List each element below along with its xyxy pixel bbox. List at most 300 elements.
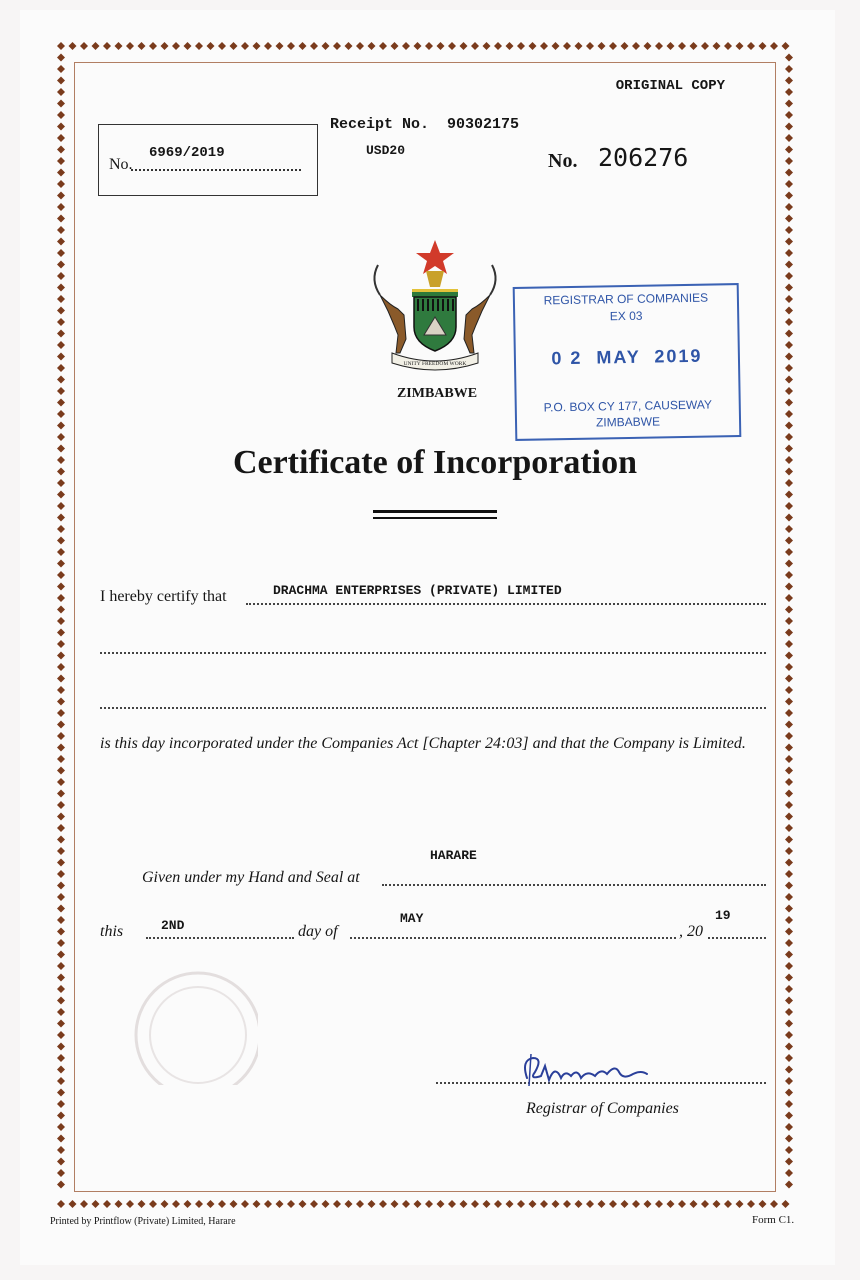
border-diamond	[655, 42, 663, 50]
border-diamond	[149, 42, 157, 50]
border-diamond	[57, 1066, 65, 1074]
border-diamond	[345, 1200, 353, 1208]
embossed-seal-icon	[118, 965, 258, 1085]
border-diamond	[57, 111, 65, 119]
border-diamond	[517, 42, 525, 50]
border-diamond	[57, 422, 65, 430]
border-diamond	[57, 767, 65, 775]
border-diamond	[517, 1200, 525, 1208]
border-diamond	[460, 1200, 468, 1208]
border-diamond	[785, 364, 793, 372]
border-diamond	[644, 1200, 652, 1208]
company-name-line	[246, 603, 766, 605]
border-diamond	[785, 801, 793, 809]
border-diamond	[57, 560, 65, 568]
border-diamond	[207, 1200, 215, 1208]
border-diamond	[785, 1008, 793, 1016]
border-diamond	[299, 42, 307, 50]
border-diamond	[57, 1158, 65, 1166]
border-diamond	[785, 1158, 793, 1166]
border-diamond	[57, 330, 65, 338]
border-diamond	[57, 548, 65, 556]
blank-line-3	[100, 707, 766, 709]
border-diamond	[782, 1200, 790, 1208]
border-diamond	[368, 1200, 376, 1208]
stamp-line-2: EX 03	[609, 308, 643, 324]
day-line	[146, 937, 294, 939]
border-diamond	[785, 721, 793, 729]
border-diamond	[207, 42, 215, 50]
border-diamond	[57, 870, 65, 878]
border-diamond	[57, 54, 65, 62]
border-diamond	[785, 238, 793, 246]
border-diamond	[57, 1169, 65, 1177]
border-diamond	[322, 1200, 330, 1208]
border-diamond	[57, 169, 65, 177]
border-diamond	[598, 42, 606, 50]
border-diamond	[333, 42, 341, 50]
border-diamond	[655, 1200, 663, 1208]
border-diamond	[356, 42, 364, 50]
border-diamond	[785, 893, 793, 901]
border-diamond	[770, 1200, 778, 1208]
border-diamond	[57, 88, 65, 96]
border-diamond	[785, 1020, 793, 1028]
border-diamond	[785, 192, 793, 200]
border-diamond	[57, 1089, 65, 1097]
border-diamond	[57, 353, 65, 361]
registrar-signature-icon	[515, 1050, 665, 1090]
border-diamond	[57, 525, 65, 533]
border-diamond	[57, 801, 65, 809]
border-diamond	[149, 1200, 157, 1208]
border-diamond	[785, 548, 793, 556]
border-diamond	[785, 479, 793, 487]
border-diamond	[785, 284, 793, 292]
border-diamond	[241, 42, 249, 50]
border-diamond	[632, 1200, 640, 1208]
border-diamond	[57, 537, 65, 545]
border-diamond	[471, 42, 479, 50]
border-diamond	[161, 1200, 169, 1208]
border-diamond	[69, 1200, 77, 1208]
border-diamond	[437, 1200, 445, 1208]
border-diamond	[80, 1200, 88, 1208]
border-diamond	[494, 42, 502, 50]
original-copy-label: ORIGINAL COPY	[615, 78, 725, 94]
border-diamond	[57, 192, 65, 200]
certificate-number-label: No.	[548, 150, 578, 172]
year-value: 19	[715, 908, 731, 923]
registrar-title: Registrar of Companies	[526, 1100, 679, 1117]
border-diamond	[759, 42, 767, 50]
border-diamond	[57, 606, 65, 614]
border-diamond	[785, 836, 793, 844]
border-diamond	[586, 1200, 594, 1208]
border-diamond	[785, 744, 793, 752]
border-diamond	[437, 42, 445, 50]
border-diamond	[644, 42, 652, 50]
border-diamond	[785, 1169, 793, 1177]
border-diamond	[138, 1200, 146, 1208]
border-diamond	[230, 42, 238, 50]
border-diamond	[57, 1054, 65, 1062]
border-diamond	[785, 376, 793, 384]
border-diamond	[57, 445, 65, 453]
border-diamond	[785, 859, 793, 867]
border-diamond	[529, 1200, 537, 1208]
border-diamond	[563, 42, 571, 50]
registrar-date-stamp	[513, 283, 742, 441]
border-diamond	[103, 42, 111, 50]
border-diamond	[57, 893, 65, 901]
border-diamond	[785, 146, 793, 154]
border-diamond	[57, 295, 65, 303]
border-diamond	[57, 134, 65, 142]
border-diamond	[785, 1054, 793, 1062]
border-diamond	[57, 42, 65, 50]
border-diamond	[785, 732, 793, 740]
border-diamond	[57, 514, 65, 522]
border-diamond	[529, 42, 537, 50]
stamp-date: 0 2 MAY 2019	[551, 345, 703, 369]
border-diamond	[391, 1200, 399, 1208]
border-diamond	[785, 698, 793, 706]
border-diamond	[724, 42, 732, 50]
border-diamond	[57, 1112, 65, 1120]
border-diamond	[414, 42, 422, 50]
border-diamond	[785, 755, 793, 763]
border-diamond	[322, 42, 330, 50]
border-diamond	[785, 1112, 793, 1120]
border-diamond	[785, 410, 793, 418]
border-diamond	[103, 1200, 111, 1208]
border-diamond	[57, 744, 65, 752]
border-diamond	[483, 42, 491, 50]
border-diamond	[785, 180, 793, 188]
border-diamond	[126, 1200, 134, 1208]
border-diamond	[785, 330, 793, 338]
border-diamond	[785, 514, 793, 522]
border-diamond	[598, 1200, 606, 1208]
border-diamond	[57, 1008, 65, 1016]
country-name: ZIMBABWE	[396, 386, 478, 401]
border-diamond	[785, 606, 793, 614]
svg-text:UNITY FREEDOM WORK: UNITY FREEDOM WORK	[403, 361, 467, 367]
border-diamond	[57, 1123, 65, 1131]
border-diamond	[57, 203, 65, 211]
border-diamond	[57, 410, 65, 418]
border-diamond	[785, 537, 793, 545]
border-diamond	[425, 42, 433, 50]
border-diamond	[57, 157, 65, 165]
border-diamond	[785, 54, 793, 62]
border-diamond	[785, 525, 793, 533]
border-diamond	[506, 42, 514, 50]
border-diamond	[785, 226, 793, 234]
border-diamond	[785, 456, 793, 464]
border-diamond	[785, 686, 793, 694]
border-diamond	[299, 1200, 307, 1208]
border-diamond	[264, 1200, 272, 1208]
border-diamond	[785, 571, 793, 579]
border-diamond	[57, 974, 65, 982]
place-line	[382, 884, 766, 886]
border-diamond	[785, 65, 793, 73]
border-diamond	[575, 42, 583, 50]
border-diamond	[195, 1200, 203, 1208]
border-diamond	[57, 100, 65, 108]
border-diamond	[241, 1200, 249, 1208]
border-diamond	[747, 1200, 755, 1208]
border-diamond	[57, 1135, 65, 1143]
border-diamond	[57, 721, 65, 729]
border-diamond	[57, 433, 65, 441]
border-diamond	[310, 42, 318, 50]
certificate-number-value: 206276	[598, 143, 689, 172]
border-diamond	[253, 42, 261, 50]
border-diamond	[57, 732, 65, 740]
border-diamond	[345, 42, 353, 50]
border-diamond	[57, 146, 65, 154]
border-diamond	[785, 882, 793, 890]
border-diamond	[724, 1200, 732, 1208]
year-line	[708, 937, 766, 939]
border-diamond	[690, 42, 698, 50]
border-diamond	[218, 1200, 226, 1208]
border-diamond	[57, 1200, 65, 1208]
day-value: 2ND	[161, 918, 185, 933]
border-diamond	[785, 433, 793, 441]
border-diamond	[785, 249, 793, 257]
certificate-title: Certificate of Incorporation	[232, 444, 638, 481]
border-diamond	[57, 652, 65, 660]
border-diamond	[785, 422, 793, 430]
border-diamond	[414, 1200, 422, 1208]
border-diamond	[785, 709, 793, 717]
incorporation-statement: is this day incorporated under the Companies Act [Chapter 24:03] and that the Company is Limited.	[100, 735, 746, 752]
border-diamond	[785, 1043, 793, 1051]
border-diamond	[785, 905, 793, 913]
border-diamond	[92, 1200, 100, 1208]
month-value: MAY	[400, 911, 424, 926]
border-diamond	[785, 640, 793, 648]
border-diamond	[785, 617, 793, 625]
border-diamond	[57, 215, 65, 223]
border-diamond	[785, 1089, 793, 1097]
border-diamond	[57, 824, 65, 832]
border-diamond	[632, 42, 640, 50]
border-diamond	[57, 813, 65, 821]
border-diamond	[621, 1200, 629, 1208]
border-diamond	[540, 42, 548, 50]
border-diamond	[785, 847, 793, 855]
border-diamond	[785, 88, 793, 96]
border-diamond	[785, 387, 793, 395]
border-diamond	[80, 42, 88, 50]
border-diamond	[57, 341, 65, 349]
border-diamond	[785, 261, 793, 269]
company-name-value: DRACHMA ENTERPRISES (PRIVATE) LIMITED	[273, 583, 562, 598]
border-diamond	[785, 1100, 793, 1108]
border-diamond	[57, 859, 65, 867]
border-diamond	[172, 42, 180, 50]
border-diamond	[287, 42, 295, 50]
day-of-label: day of	[298, 923, 338, 940]
border-diamond	[785, 399, 793, 407]
certify-label: I hereby certify that	[100, 588, 227, 605]
border-diamond	[785, 629, 793, 637]
border-diamond	[195, 42, 203, 50]
border-diamond	[483, 1200, 491, 1208]
border-diamond	[368, 42, 376, 50]
border-diamond	[333, 1200, 341, 1208]
fee-amount: USD20	[366, 143, 406, 158]
border-diamond	[57, 479, 65, 487]
border-diamond	[57, 928, 65, 936]
border-diamond	[57, 502, 65, 510]
border-diamond	[230, 1200, 238, 1208]
border-diamond	[785, 1181, 793, 1189]
border-diamond	[172, 1200, 180, 1208]
border-diamond	[57, 686, 65, 694]
border-diamond	[609, 42, 617, 50]
border-diamond	[785, 318, 793, 326]
border-diamond	[57, 698, 65, 706]
border-diamond	[770, 42, 778, 50]
border-diamond	[785, 134, 793, 142]
border-diamond	[57, 261, 65, 269]
border-diamond	[785, 203, 793, 211]
reference-number-box	[98, 124, 318, 196]
border-diamond	[425, 1200, 433, 1208]
border-diamond	[57, 916, 65, 924]
border-diamond	[785, 1077, 793, 1085]
border-diamond	[552, 42, 560, 50]
border-diamond	[785, 652, 793, 660]
border-diamond	[785, 1123, 793, 1131]
border-diamond	[310, 1200, 318, 1208]
reference-number-label: No.	[109, 156, 133, 173]
border-diamond	[391, 42, 399, 50]
border-diamond	[785, 594, 793, 602]
border-diamond	[785, 675, 793, 683]
border-diamond	[57, 307, 65, 315]
border-diamond	[713, 1200, 721, 1208]
border-diamond	[276, 1200, 284, 1208]
border-diamond	[785, 502, 793, 510]
border-diamond	[785, 813, 793, 821]
border-diamond	[785, 790, 793, 798]
border-diamond	[57, 640, 65, 648]
border-diamond	[57, 1077, 65, 1085]
border-diamond	[785, 778, 793, 786]
reference-number-value: 6969/2019	[149, 145, 225, 161]
border-diamond	[785, 928, 793, 936]
border-diamond	[379, 1200, 387, 1208]
border-diamond	[57, 364, 65, 372]
border-diamond	[57, 180, 65, 188]
receipt-number: Receipt No. 90302175	[330, 116, 520, 133]
border-diamond	[57, 882, 65, 890]
border-diamond	[138, 42, 146, 50]
title-rule-thick	[373, 510, 497, 513]
border-diamond	[57, 491, 65, 499]
border-diamond	[690, 1200, 698, 1208]
border-diamond	[356, 1200, 364, 1208]
stamp-country: ZIMBABWE	[595, 414, 661, 430]
border-diamond	[552, 1200, 560, 1208]
border-diamond	[785, 157, 793, 165]
border-diamond	[57, 399, 65, 407]
reference-dotted-line	[131, 169, 301, 171]
border-diamond	[785, 997, 793, 1005]
border-diamond	[540, 1200, 548, 1208]
border-diamond	[57, 836, 65, 844]
given-under-label: Given under my Hand and Seal at	[142, 869, 360, 886]
border-diamond	[57, 1146, 65, 1154]
border-diamond	[448, 1200, 456, 1208]
place-value: HARARE	[430, 848, 477, 863]
border-diamond	[759, 1200, 767, 1208]
border-diamond	[785, 491, 793, 499]
zimbabwe-coat-of-arms-icon	[360, 235, 510, 375]
border-diamond	[782, 42, 790, 50]
border-diamond	[506, 1200, 514, 1208]
border-diamond	[57, 663, 65, 671]
border-diamond	[184, 1200, 192, 1208]
border-diamond	[57, 997, 65, 1005]
border-diamond	[57, 249, 65, 257]
border-diamond	[57, 951, 65, 959]
border-diamond	[57, 905, 65, 913]
border-diamond	[57, 272, 65, 280]
border-diamond	[713, 42, 721, 50]
border-diamond	[785, 663, 793, 671]
border-diamond	[785, 870, 793, 878]
border-diamond	[586, 42, 594, 50]
this-label: this	[100, 923, 124, 940]
border-diamond	[402, 42, 410, 50]
border-diamond	[379, 42, 387, 50]
border-diamond	[184, 42, 192, 50]
border-diamond	[785, 916, 793, 924]
border-diamond	[494, 1200, 502, 1208]
border-diamond	[785, 824, 793, 832]
border-diamond	[57, 594, 65, 602]
border-diamond	[785, 445, 793, 453]
border-diamond	[785, 468, 793, 476]
border-diamond	[785, 215, 793, 223]
border-diamond	[57, 847, 65, 855]
border-diamond	[57, 77, 65, 85]
border-diamond	[57, 939, 65, 947]
border-diamond	[785, 77, 793, 85]
border-diamond	[57, 675, 65, 683]
border-diamond	[57, 238, 65, 246]
border-diamond	[678, 42, 686, 50]
border-diamond	[575, 1200, 583, 1208]
border-diamond	[57, 962, 65, 970]
border-diamond	[785, 962, 793, 970]
border-diamond	[785, 295, 793, 303]
border-diamond	[402, 1200, 410, 1208]
border-diamond	[701, 1200, 709, 1208]
border-diamond	[609, 1200, 617, 1208]
border-diamond	[287, 1200, 295, 1208]
border-diamond	[218, 42, 226, 50]
border-diamond	[785, 985, 793, 993]
